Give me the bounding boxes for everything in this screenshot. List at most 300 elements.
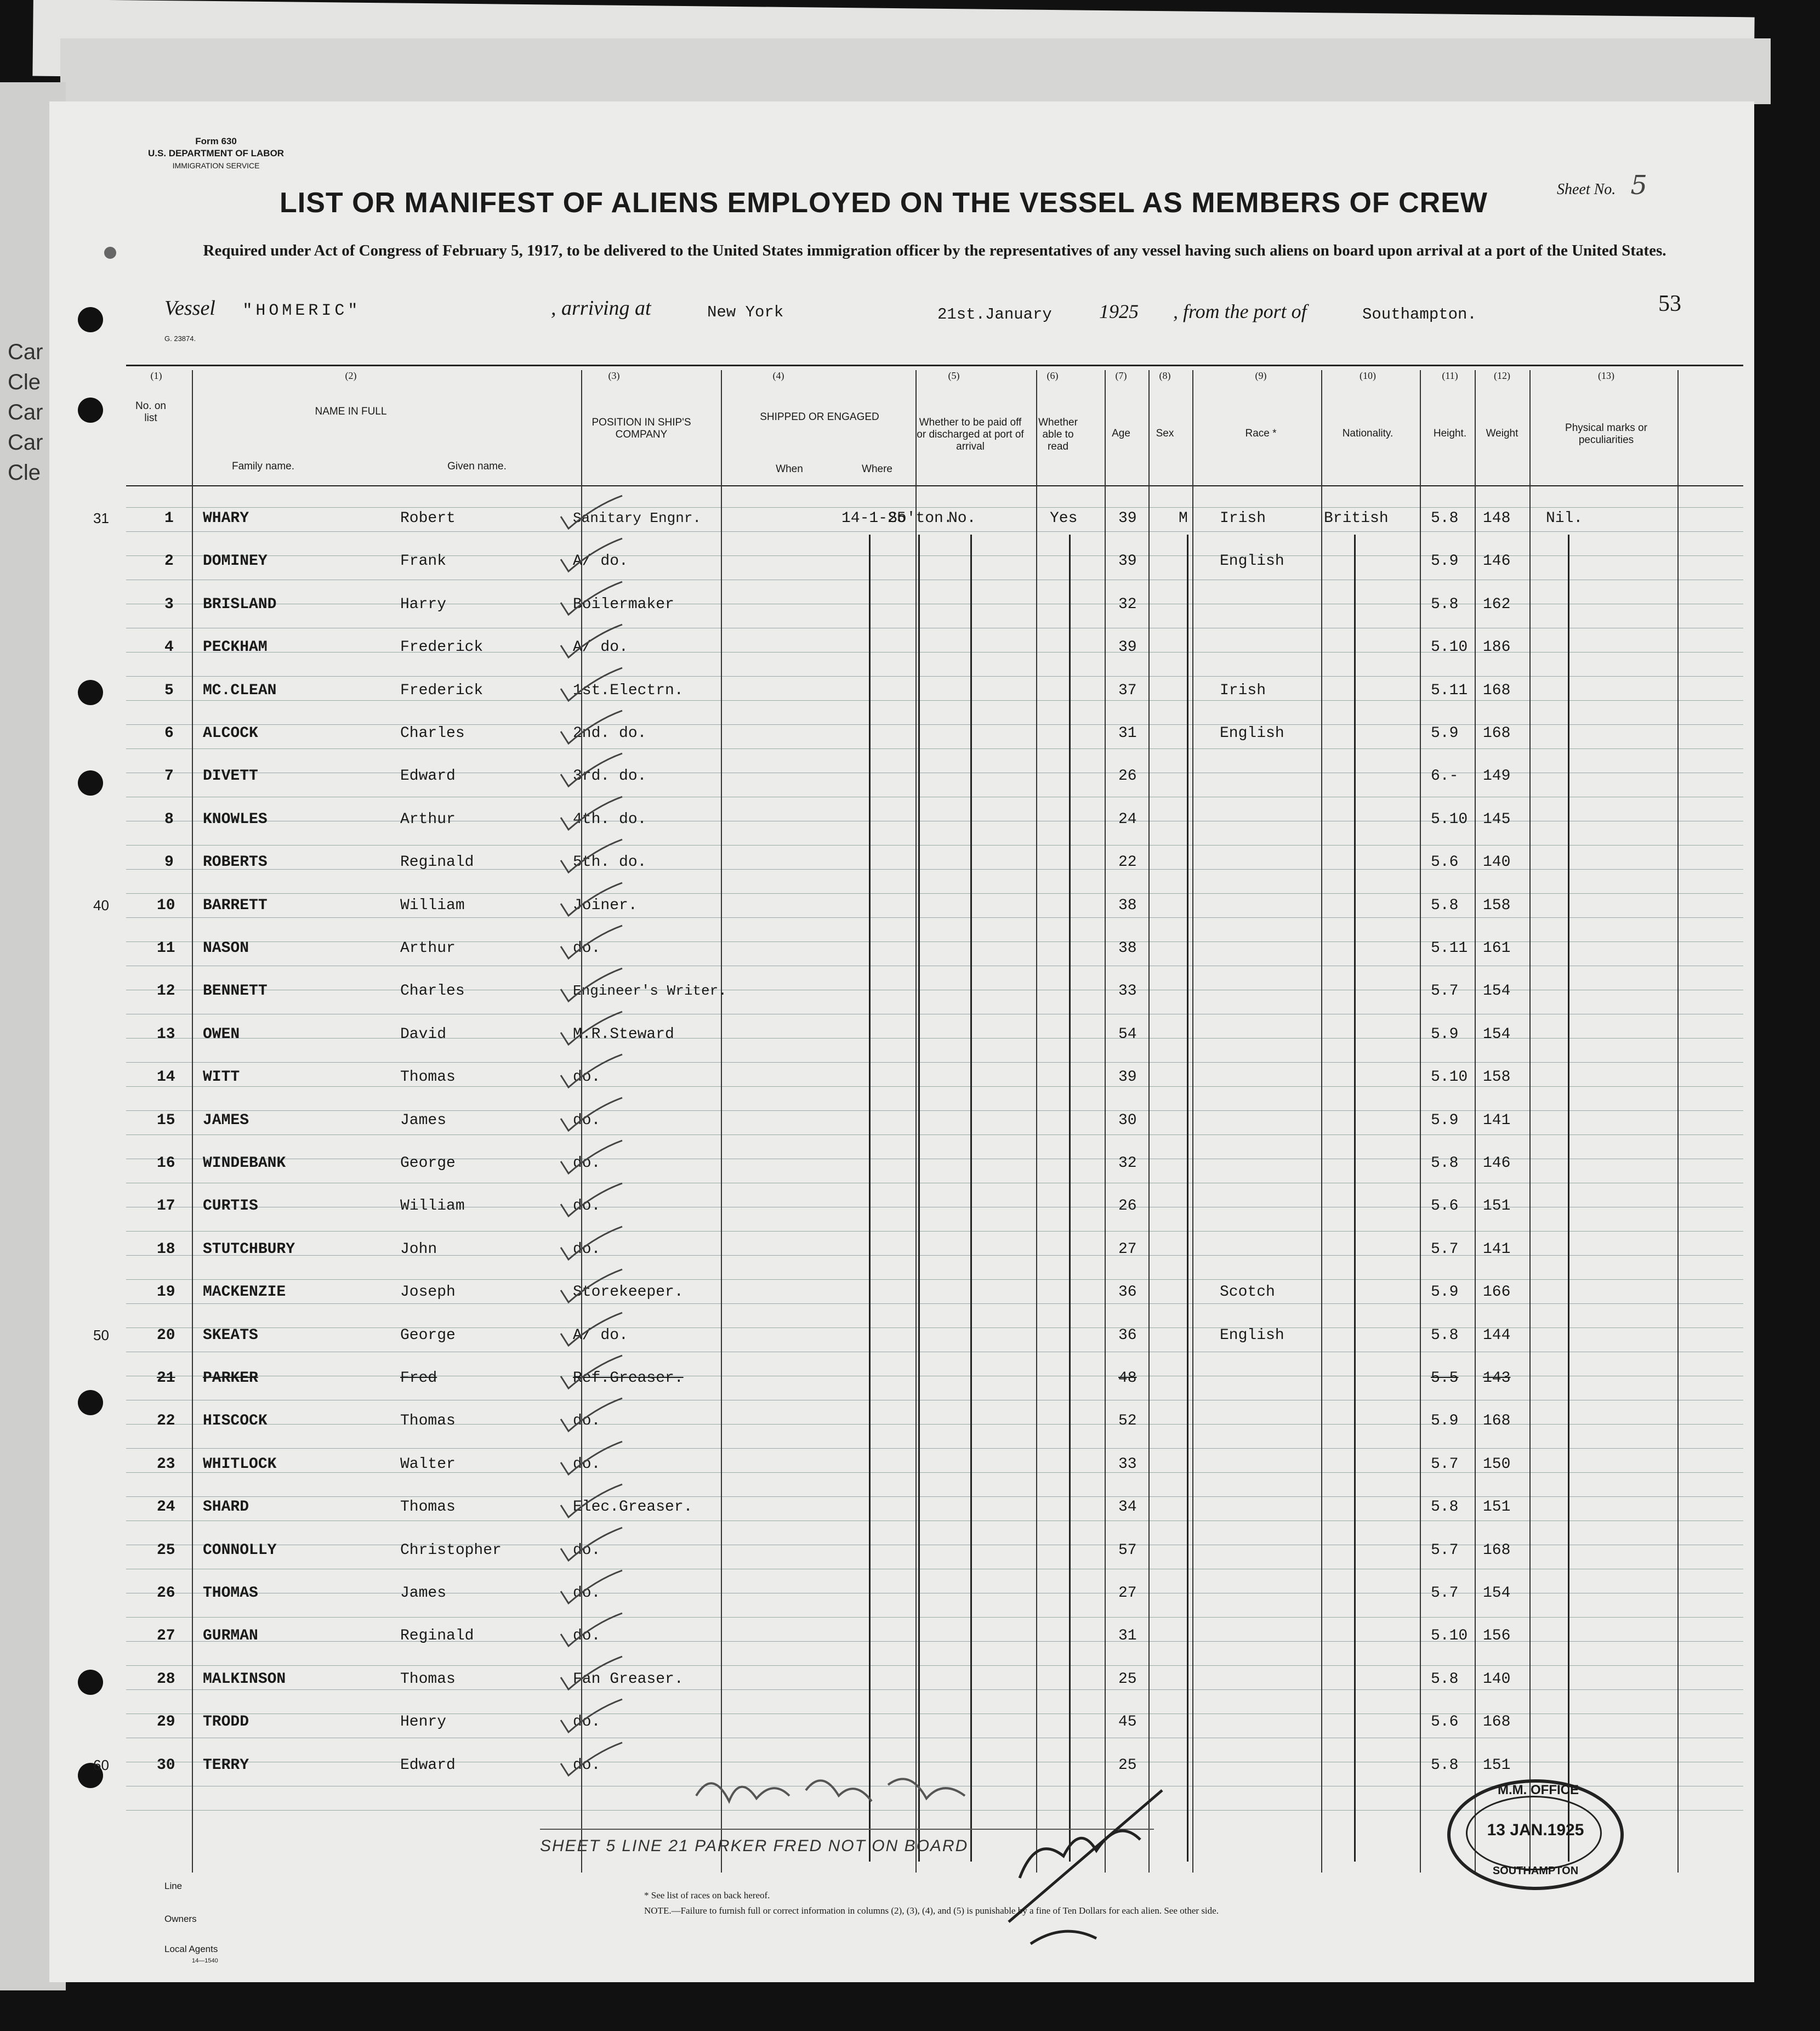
check-mark-icon [556, 1053, 628, 1092]
vessel-name: "HOMERIC" [242, 302, 361, 320]
column-number: (13) [1598, 370, 1614, 381]
header-paid-off: Whether to be paid off or discharged at port of arrival [917, 417, 1024, 452]
header-no-on-list: No. on list [135, 400, 166, 424]
position: do. [573, 1714, 601, 1731]
row-number: 29 [157, 1714, 175, 1731]
row-tally: 60 [93, 1756, 109, 1773]
vessel-label: Vessel [164, 297, 215, 320]
weight: 168 [1483, 725, 1511, 742]
family-name: WHARY [203, 510, 249, 527]
given-name: Reginald [400, 854, 474, 871]
ruled-line [126, 1496, 1743, 1497]
check-mark-icon [556, 623, 628, 662]
age: 36 [1118, 1284, 1137, 1301]
row-tally: 50 [93, 1326, 109, 1343]
weight: 154 [1483, 983, 1511, 1000]
sex: M [1179, 510, 1188, 527]
height: 5.10 [1431, 1627, 1468, 1645]
arrival-date: 21st.January [937, 305, 1052, 324]
arriving-label: , arriving at [551, 297, 651, 320]
row-number: 25 [157, 1541, 175, 1559]
height: 5.7 [1431, 1541, 1459, 1559]
column-divider [1529, 370, 1531, 1873]
row-number: 13 [157, 1025, 175, 1043]
weight: 145 [1483, 810, 1511, 828]
given-name: Harry [400, 595, 447, 613]
position: Fan Greaser. [573, 1670, 684, 1688]
ditto-line [1069, 535, 1071, 1862]
family-name: GURMAN [203, 1627, 258, 1645]
race: English [1220, 725, 1284, 742]
page-number: 53 [1658, 291, 1681, 316]
column-divider [1321, 370, 1322, 1873]
ditto-line [918, 535, 920, 1862]
given-name: Thomas [400, 1412, 456, 1430]
weight: 146 [1483, 553, 1511, 570]
given-name: Frank [400, 553, 447, 570]
position: A/ do. [573, 639, 628, 656]
family-name: HISCOCK [203, 1412, 268, 1430]
header-sex: Sex [1156, 428, 1174, 439]
family-name: NASON [203, 940, 249, 957]
ruled-line [126, 1303, 1743, 1304]
age: 54 [1118, 1025, 1137, 1043]
position: do. [573, 1069, 601, 1086]
column-number: (8) [1159, 370, 1171, 381]
position: Boilermaker [573, 595, 674, 613]
position: Sanitary Engnr. [573, 510, 702, 526]
height: 6.- [1431, 768, 1459, 785]
height: 5.6 [1431, 1198, 1459, 1215]
age: 36 [1118, 1326, 1137, 1344]
row-tally: 31 [93, 510, 109, 526]
age: 45 [1118, 1714, 1137, 1731]
column-number: (7) [1115, 370, 1127, 381]
column-number: (9) [1255, 370, 1267, 381]
row-number: 8 [164, 810, 174, 828]
position: do. [573, 1541, 601, 1559]
header-name: NAME IN FULL [315, 406, 387, 417]
header-shipped: SHIPPED OR ENGAGED [760, 411, 879, 423]
height: 5.8 [1431, 1155, 1459, 1172]
row-number: 12 [157, 983, 175, 1000]
position: do. [573, 1412, 601, 1430]
age: 39 [1118, 510, 1137, 527]
height: 5.9 [1431, 1284, 1459, 1301]
column-divider [192, 370, 193, 1873]
check-mark-icon [556, 1354, 628, 1393]
given-name: William [400, 897, 465, 914]
check-mark-icon [556, 1612, 628, 1650]
ditto-line [1187, 535, 1188, 1862]
height: 5.7 [1431, 983, 1459, 1000]
sheet-no: 5 [1630, 170, 1647, 201]
ruled-line [126, 1665, 1743, 1666]
row-number: 18 [157, 1240, 175, 1258]
weight: 141 [1483, 1111, 1511, 1129]
family-name: TERRY [203, 1756, 249, 1774]
height: 5.10 [1431, 1069, 1468, 1086]
height: 5.10 [1431, 810, 1468, 828]
row-number: 20 [157, 1326, 175, 1344]
weight: 168 [1483, 1412, 1511, 1430]
weight: 168 [1483, 1541, 1511, 1559]
given-name: Thomas [400, 1069, 456, 1086]
subheader-where: Where [862, 463, 892, 475]
column-divider [1105, 370, 1106, 1873]
age: 31 [1118, 1627, 1137, 1645]
age: 38 [1118, 897, 1137, 914]
age: 25 [1118, 1756, 1137, 1774]
height: 5.11 [1431, 682, 1468, 699]
form-number: Form 630 [195, 136, 237, 146]
position: A/ do. [573, 553, 628, 570]
weight: 151 [1483, 1756, 1511, 1774]
given-name: Robert [400, 510, 456, 527]
weight: 186 [1483, 639, 1511, 656]
weight: 156 [1483, 1627, 1511, 1645]
given-name: Joseph [400, 1284, 456, 1301]
weight: 158 [1483, 1069, 1511, 1086]
age: 22 [1118, 854, 1137, 871]
stamp-bottom: SOUTHAMPTON [1492, 1865, 1579, 1877]
position: 1st.Electrn. [573, 682, 684, 699]
position: Storekeeper. [573, 1284, 684, 1301]
family-name: DOMINEY [203, 553, 268, 570]
race: English [1220, 553, 1284, 570]
check-mark-icon [556, 667, 628, 705]
physical-marks: Nil. [1546, 510, 1583, 527]
family-name: SKEATS [203, 1326, 258, 1344]
given-name: Charles [400, 725, 465, 742]
form-header [148, 135, 284, 172]
given-name: David [400, 1025, 447, 1043]
race: Scotch [1220, 1284, 1275, 1301]
family-name: ROBERTS [203, 854, 268, 871]
row-number: 26 [157, 1585, 175, 1602]
column-number: (2) [345, 370, 357, 381]
given-name: Fred [400, 1370, 437, 1387]
column-divider [721, 370, 722, 1873]
height: 5.8 [1431, 1756, 1459, 1774]
height: 5.8 [1431, 1499, 1459, 1516]
position: Ref.Greaser. [573, 1370, 684, 1387]
paid-off: No. [948, 510, 976, 527]
family-name: BRISLAND [203, 595, 277, 613]
sheet-label: Sheet No. [1557, 181, 1616, 198]
row-number: 30 [157, 1756, 175, 1774]
ruled-line [126, 1110, 1743, 1111]
header-position: POSITION IN SHIP'S COMPANY [592, 417, 691, 440]
column-divider [1420, 370, 1421, 1873]
row-number: 24 [157, 1499, 175, 1516]
column-number: (4) [772, 370, 784, 381]
given-name: Henry [400, 1714, 447, 1731]
ruled-line [126, 1231, 1743, 1232]
arriving-at: New York [707, 303, 784, 321]
shipped-when: 14-1-25 [841, 510, 906, 527]
height: 5.9 [1431, 725, 1459, 742]
ditto-line [1568, 535, 1569, 1862]
age: 31 [1118, 725, 1137, 742]
weight: 141 [1483, 1240, 1511, 1258]
handwritten-note: SHEET 5 LINE 21 PARKER FRED NOT ON BOARD [540, 1837, 969, 1855]
column-number: (3) [608, 370, 620, 381]
header-nationality: Nationality. [1342, 428, 1394, 439]
punch-hole [78, 1670, 103, 1695]
ruled-line [126, 531, 1743, 532]
family-name: WINDEBANK [203, 1155, 286, 1172]
check-mark-icon [556, 495, 628, 533]
row-number: 2 [164, 553, 174, 570]
check-mark-icon [556, 1139, 628, 1178]
given-name: John [400, 1240, 437, 1258]
print-code: G. 23874. [164, 334, 196, 343]
from-port: Southampton. [1362, 305, 1477, 324]
height: 5.9 [1431, 1025, 1459, 1043]
position: Engineer's Writer. [573, 983, 727, 1000]
row-number: 21 [157, 1370, 175, 1387]
page-title: LIST OR MANIFEST OF ALIENS EMPLOYED ON THE VESSEL AS MEMBERS OF CREW [280, 187, 1488, 219]
weight: 151 [1483, 1198, 1511, 1215]
family-name: DIVETT [203, 768, 258, 785]
family-name: CURTIS [203, 1198, 258, 1215]
ruled-line [126, 1134, 1743, 1135]
age: 25 [1118, 1670, 1137, 1688]
weight: 144 [1483, 1326, 1511, 1344]
weight: 146 [1483, 1155, 1511, 1172]
height: 5.8 [1431, 897, 1459, 914]
age: 34 [1118, 1499, 1137, 1516]
family-name: ALCOCK [203, 725, 258, 742]
column-number: (12) [1494, 370, 1510, 381]
row-number: 3 [164, 595, 174, 613]
column-divider [1475, 370, 1476, 1873]
check-mark-icon [556, 1097, 628, 1135]
weight: 154 [1483, 1585, 1511, 1602]
column-number: (5) [948, 370, 960, 381]
family-name: JAMES [203, 1111, 249, 1129]
given-name: Edward [400, 768, 456, 785]
family-name: MC.CLEAN [203, 682, 277, 699]
column-divider [1192, 370, 1193, 1873]
header-able-to-read: Whether able to read [1038, 417, 1078, 452]
punch-hole [78, 1390, 103, 1415]
weight: 168 [1483, 682, 1511, 699]
check-mark-icon [556, 1569, 628, 1608]
ruled-line [126, 748, 1743, 749]
race: Irish [1220, 682, 1266, 699]
weight: 149 [1483, 768, 1511, 785]
check-mark-icon [556, 882, 628, 920]
position: 3rd. do. [573, 768, 647, 785]
ditto-line [1354, 535, 1356, 1862]
row-number: 10 [157, 897, 175, 914]
given-name: Thomas [400, 1499, 456, 1516]
position: do. [573, 1455, 601, 1473]
table-top-rule [126, 365, 1743, 366]
given-name: Frederick [400, 639, 484, 656]
position: 2nd. do. [573, 725, 647, 742]
weight: 161 [1483, 940, 1511, 957]
age: 26 [1118, 1198, 1137, 1215]
position: Elec.Greaser. [573, 1499, 693, 1516]
ruled-line [126, 893, 1743, 894]
column-number: (6) [1046, 370, 1059, 381]
age: 32 [1118, 1155, 1137, 1172]
check-mark-icon [556, 710, 628, 748]
column-divider [1148, 370, 1150, 1873]
height: 5.9 [1431, 1412, 1459, 1430]
weight: 151 [1483, 1499, 1511, 1516]
height: 5.9 [1431, 553, 1459, 570]
edge-label: Cle [8, 370, 41, 394]
position: 4th. do. [573, 810, 647, 828]
age: 30 [1118, 1111, 1137, 1129]
shipped-where: So'ton. [888, 510, 953, 527]
given-name: Frederick [400, 682, 484, 699]
row-number: 1 [164, 510, 174, 527]
row-number: 7 [164, 768, 174, 785]
age: 27 [1118, 1240, 1137, 1258]
sheet-number [1557, 170, 1647, 201]
position: do. [573, 940, 601, 957]
edge-label: Car [8, 430, 43, 455]
column-number: (1) [150, 370, 162, 381]
check-mark-icon [556, 1527, 628, 1565]
age: 32 [1118, 595, 1137, 613]
given-name: William [400, 1198, 465, 1215]
check-mark-icon [556, 1397, 628, 1436]
height: 5.8 [1431, 510, 1459, 527]
height: 5.8 [1431, 595, 1459, 613]
position: A/ do. [573, 1326, 628, 1344]
agents-label: Local Agents [164, 1944, 218, 1954]
subheader-given-name: Given name. [447, 461, 507, 472]
check-mark-icon [556, 1312, 628, 1350]
footnote-penalty: NOTE.—Failure to furnish full or correct information in columns (2), (3), (4), and (5) is punishable by a fine of Ten Dollars for each alien. See other side. [644, 1905, 1219, 1916]
subheader-when: When [776, 463, 803, 475]
given-name: George [400, 1326, 456, 1344]
footnote-races: * See list of races on back hereof. [644, 1890, 770, 1900]
given-name: Arthur [400, 940, 456, 957]
row-tally: 40 [93, 897, 109, 914]
subheader-family-name: Family name. [231, 461, 295, 472]
ruled-line [126, 507, 1743, 508]
ditto-line [869, 535, 871, 1862]
check-mark-icon [556, 1440, 628, 1479]
position: do. [573, 1111, 601, 1129]
height: 5.10 [1431, 639, 1468, 656]
height: 5.7 [1431, 1585, 1459, 1602]
row-number: 9 [164, 854, 174, 871]
check-mark-icon [556, 1182, 628, 1221]
family-name: SHARD [203, 1499, 249, 1516]
height: 5.5 [1431, 1370, 1459, 1387]
check-mark-icon [556, 1483, 628, 1522]
row-number: 11 [157, 940, 175, 957]
stamp-date: 13 JAN.1925 [1487, 1821, 1584, 1839]
ruled-line [126, 917, 1743, 918]
given-name: James [400, 1111, 447, 1129]
header-physical-marks: Physical marks or peculiarities [1565, 422, 1647, 446]
family-name: TRODD [203, 1714, 249, 1731]
given-name: Arthur [400, 810, 456, 828]
row-number: 27 [157, 1627, 175, 1645]
ruled-line [126, 1062, 1743, 1063]
row-number: 22 [157, 1412, 175, 1430]
position: do. [573, 1240, 601, 1258]
punch-hole [78, 680, 103, 705]
race: English [1220, 1326, 1284, 1344]
arrival-year: 1925 [1099, 300, 1139, 322]
column-divider [1677, 370, 1679, 1873]
check-mark-icon [556, 1698, 628, 1737]
position: do. [573, 1198, 601, 1215]
height: 5.8 [1431, 1326, 1459, 1344]
check-mark-icon [556, 1226, 628, 1264]
family-name: THOMAS [203, 1585, 258, 1602]
age: 52 [1118, 1412, 1137, 1430]
family-name: BENNETT [203, 983, 268, 1000]
check-mark-icon [556, 1655, 628, 1694]
given-name: Edward [400, 1756, 456, 1774]
row-number: 15 [157, 1111, 175, 1129]
weight: 140 [1483, 1670, 1511, 1688]
family-name: MALKINSON [203, 1670, 286, 1688]
age: 33 [1118, 1455, 1137, 1473]
ruled-line [126, 676, 1743, 677]
vessel-line [164, 296, 361, 320]
age: 57 [1118, 1541, 1137, 1559]
service: IMMIGRATION SERVICE [172, 161, 260, 170]
position: M.R.Steward [573, 1025, 674, 1043]
ruled-line [126, 1279, 1743, 1280]
check-mark-icon [556, 967, 628, 1006]
family-name: MACKENZIE [203, 1284, 286, 1301]
age: 27 [1118, 1585, 1137, 1602]
weight: 148 [1483, 510, 1511, 527]
race: Irish [1220, 510, 1266, 527]
check-mark-icon [556, 924, 628, 963]
row-number: 16 [157, 1155, 175, 1172]
family-name: PARKER [203, 1370, 258, 1387]
age: 26 [1118, 768, 1137, 785]
header-height: Height. [1433, 428, 1467, 439]
given-name: George [400, 1155, 456, 1172]
ditto-line [970, 535, 972, 1862]
age: 39 [1118, 639, 1137, 656]
edge-label: Car [8, 340, 43, 364]
age: 24 [1118, 810, 1137, 828]
row-number: 28 [157, 1670, 175, 1688]
check-mark-icon [556, 1011, 628, 1049]
height: 5.6 [1431, 1714, 1459, 1731]
punch-hole [78, 398, 103, 423]
position: 5th. do. [573, 854, 647, 871]
given-name: Charles [400, 983, 465, 1000]
weight: 166 [1483, 1284, 1511, 1301]
line-label: Line [164, 1881, 183, 1891]
punch-hole [78, 307, 103, 332]
check-mark-icon [556, 838, 628, 877]
age: 39 [1118, 553, 1137, 570]
check-mark-icon [556, 1741, 628, 1780]
punch-hole [104, 247, 116, 259]
age: 38 [1118, 940, 1137, 957]
column-divider [1036, 370, 1037, 1873]
row-number: 14 [157, 1069, 175, 1086]
